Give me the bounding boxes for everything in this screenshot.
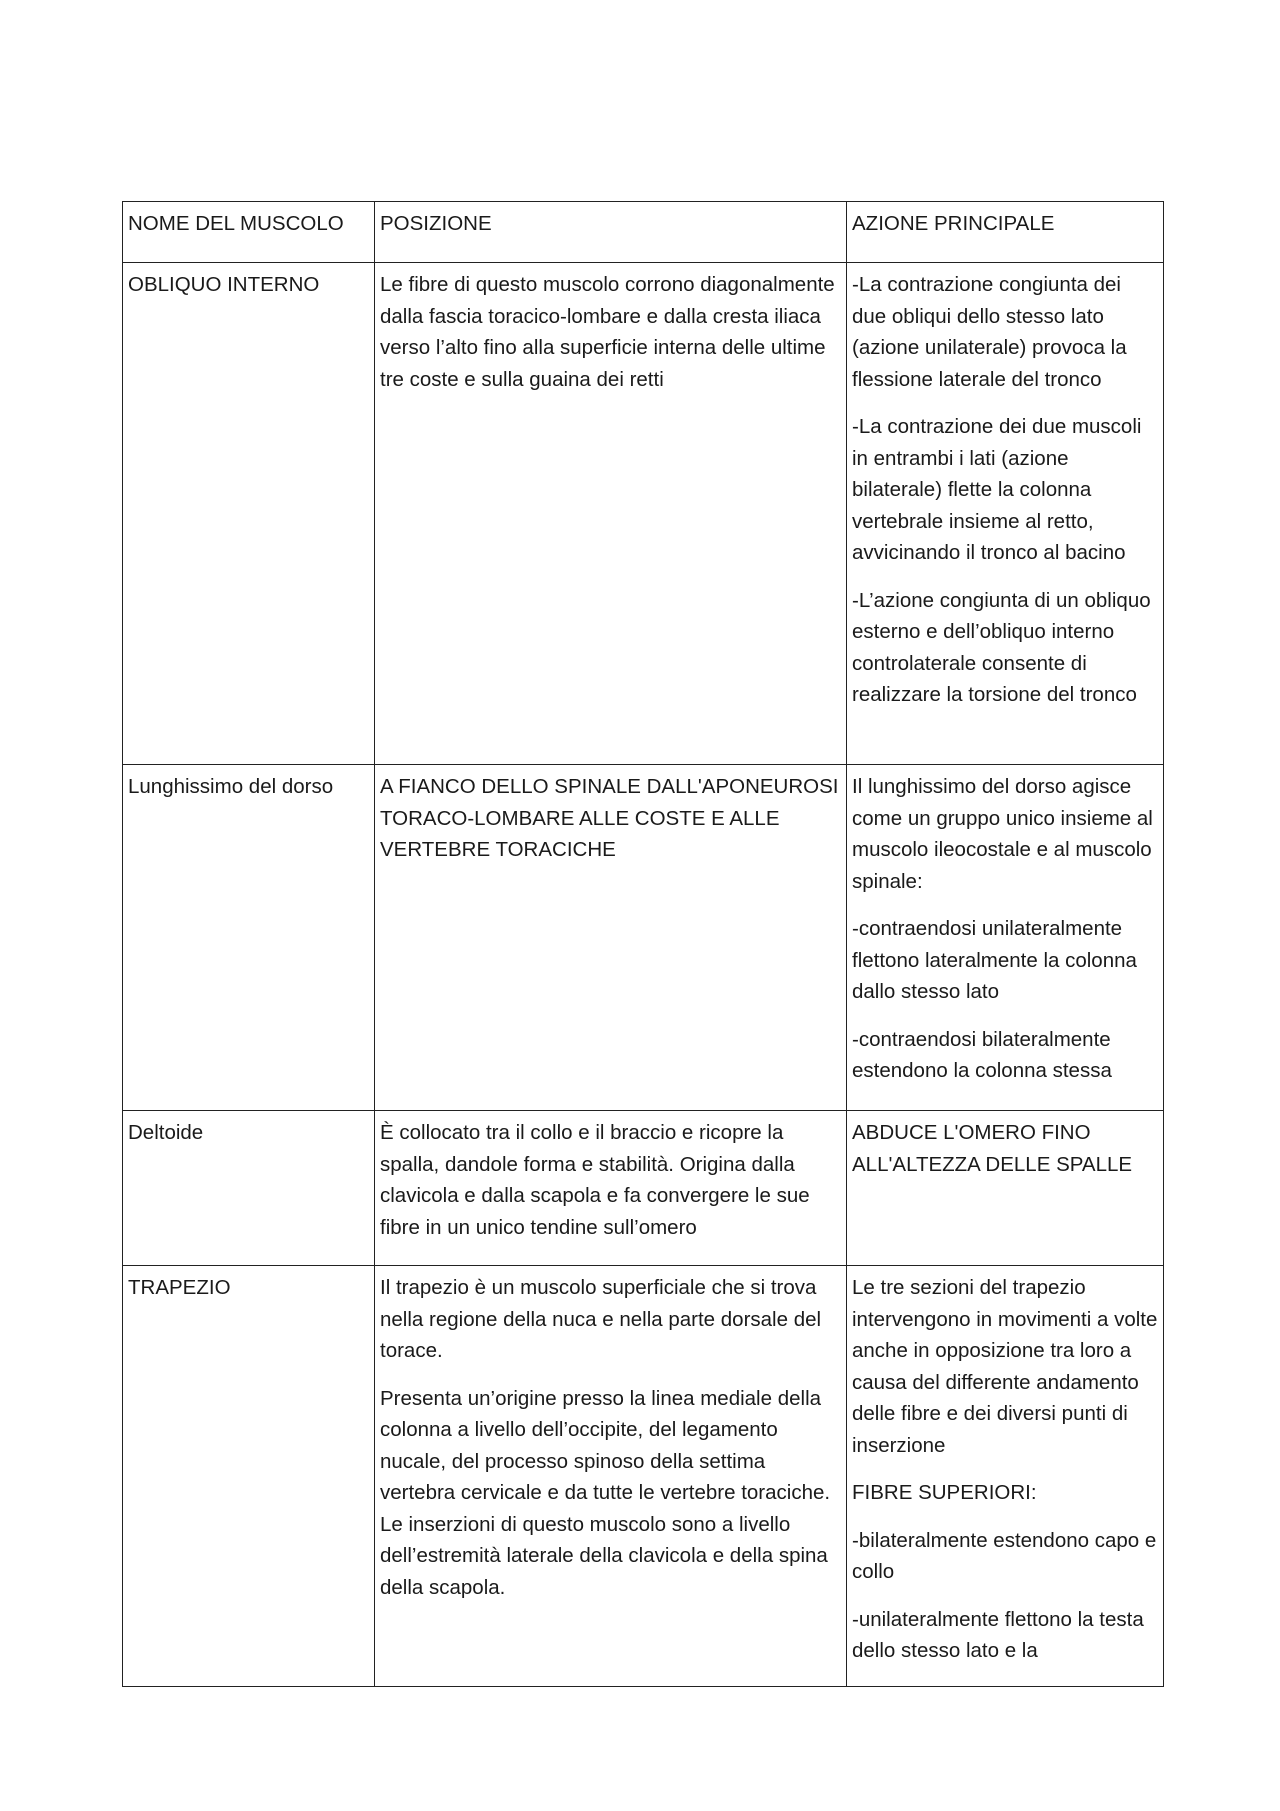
- muscle-name-cell: OBLIQUO INTERNO: [123, 263, 375, 765]
- header-cell-position: POSIZIONE: [375, 202, 847, 263]
- action-cell: [847, 1266, 1164, 1687]
- action-cell: [847, 1111, 1164, 1266]
- position-cell: [375, 765, 847, 1111]
- action-paragraph: -contraendosi bilateralmente estendono la colonna stessa: [852, 1027, 1112, 1082]
- action-paragraph: FIBRE SUPERIORI:: [852, 1481, 1037, 1504]
- action-cell: [847, 263, 1164, 765]
- action-paragraph: -L’azione congiunta di un obliquo esterno e dell’obliquo interno controlaterale consente di realizzare la torsione del tronco: [852, 588, 1151, 706]
- header-cell-name: NOME DEL MUSCOLO: [123, 202, 375, 263]
- position-paragraph: È collocato tra il collo e il braccio e ricopre la spalla, dandole forma e stabilità. Origina dalla clavicola e dalla scapola e fa convergere le sue fibre in un unico tendine sull’omero: [380, 1121, 810, 1239]
- position-paragraph: Le fibre di questo muscolo corrono diagonalmente dalla fascia toracico-lombare e dalla cresta iliaca verso l’alto fino alla superficie interna delle ultime tre coste e sulla guaina dei retti: [380, 273, 835, 391]
- action-paragraph: Le tre sezioni del trapezio intervengono in movimenti a volte anche in opposizione tra loro a causa del differente andamento delle fibre e dei diversi punti di inserzione: [852, 1276, 1158, 1457]
- action-paragraph: -La contrazione dei due muscoli in entrambi i lati (azione bilaterale) flette la colonna vertebrale insieme al retto, avvicinando il tronco al bacino: [852, 415, 1142, 564]
- position-cell: [375, 1111, 847, 1266]
- header-cell-action: AZIONE PRINCIPALE: [847, 202, 1164, 263]
- action-paragraph: ABDUCE L'OMERO FINO ALL'ALTEZZA DELLE SPALLE: [852, 1121, 1133, 1176]
- muscles-table: [122, 201, 1164, 1687]
- muscle-name-cell: Deltoide: [123, 1111, 375, 1266]
- muscle-name-cell: Lunghissimo del dorso: [123, 765, 375, 1111]
- table-row: [123, 263, 1164, 765]
- action-paragraph: -unilateralmente flettono la testa dello stesso lato e la: [852, 1607, 1144, 1662]
- position-cell: [375, 263, 847, 765]
- action-paragraph: -La contrazione congiunta dei due obliqui dello stesso lato (azione unilaterale) provoca la flessione laterale del tronco: [852, 273, 1127, 391]
- table-row: [123, 1111, 1164, 1266]
- action-paragraph: -bilateralmente estendono capo e collo: [852, 1528, 1157, 1583]
- position-paragraph: A FIANCO DELLO SPINALE DALL'APONEUROSI TORACO-LOMBARE ALLE COSTE E ALLE VERTEBRE TORACICHE: [380, 775, 839, 861]
- muscle-name-cell: TRAPEZIO: [123, 1266, 375, 1687]
- table-row: [123, 1266, 1164, 1687]
- table-row: [123, 765, 1164, 1111]
- table-header-row: [123, 202, 1164, 263]
- position-paragraph: Il trapezio è un muscolo superficiale che si trova nella regione della nuca e nella parte dorsale del torace.: [380, 1276, 822, 1362]
- action-paragraph: -contraendosi unilateralmente flettono lateralmente la colonna dallo stesso lato: [852, 917, 1137, 1003]
- action-paragraph: Il lunghissimo del dorso agisce come un gruppo unico insieme al muscolo ileocostale e al muscolo spinale:: [852, 775, 1153, 893]
- action-cell: [847, 765, 1164, 1111]
- position-cell: [375, 1266, 847, 1687]
- position-paragraph: Presenta un’origine presso la linea mediale della colonna a livello dell’occipite, del legamento nucale, del processo spinoso della settima vertebra cervicale e da tutte le vertebre toraciche. Le inserzioni di questo muscolo sono a livello dell’estremità laterale della clavicola e della spina della scapola.: [380, 1386, 831, 1599]
